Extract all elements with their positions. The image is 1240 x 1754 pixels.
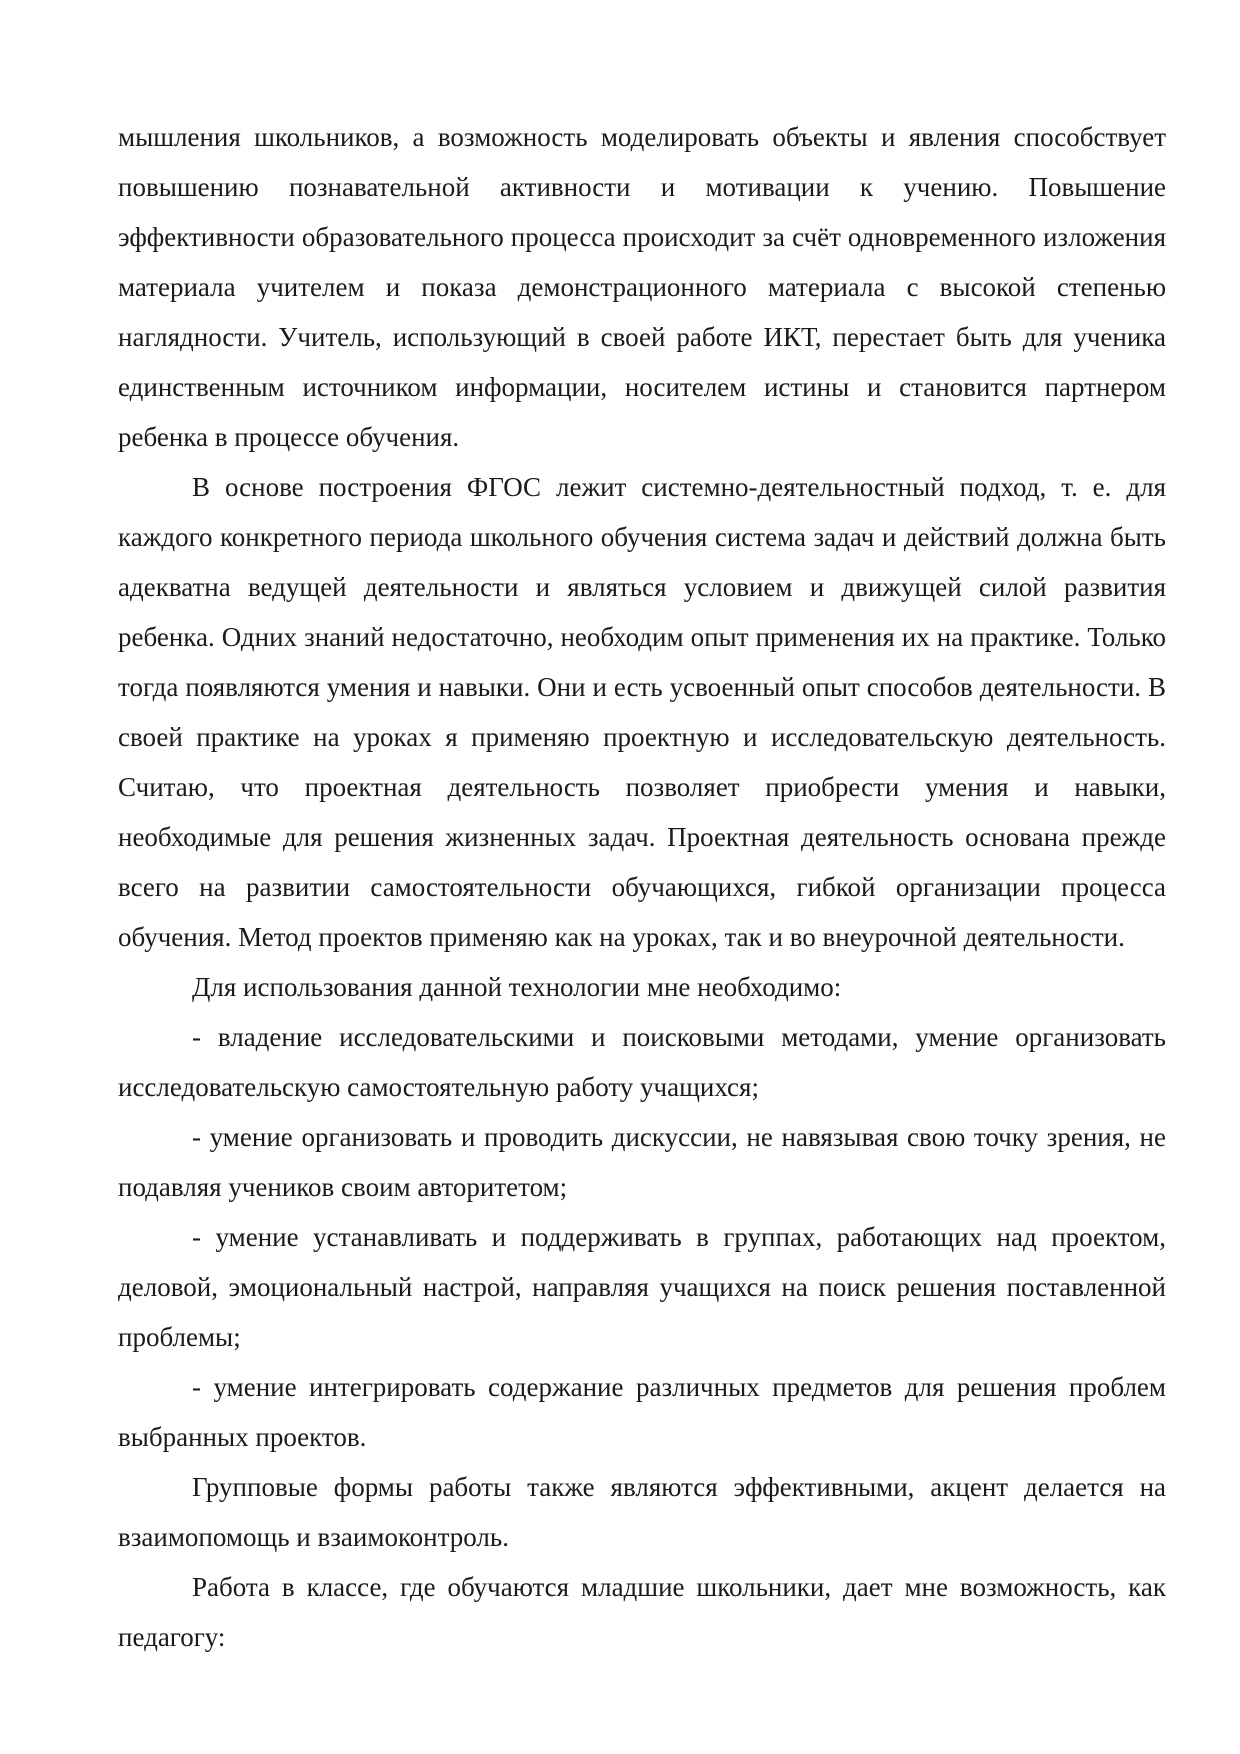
document-page bbox=[118, 112, 1166, 1662]
list-item-research-methods: - владение исследовательскими и поисковыми методами, умение организовать исследовательскую самостоятельную работу учащихся; bbox=[118, 1022, 1166, 1102]
paragraph-fgos-approach: В основе построения ФГОС лежит системно-деятельностный подход, т. е. для каждого конкретного периода школьного обучения система задач и действий должна быть адекватна ведущей деятельности и являться условием и движущей силой развития ребенка. Одних знаний недостаточно, необходим опыт применения их на практике. Только тогда появляются умения и навыки. Они и есть усвоенный опыт способов деятельности. В своей практике на уроках я применяю проектную и исследовательскую деятельность. Считаю, что проектная деятельность позволяет приобрести умения и навыки, необходимые для решения жизненных задач. Проектная деятельность основана прежде всего на развитии самостоятельности обучающихся, гибкой организации процесса обучения. Метод проектов применяю как на уроках, так и во внеурочной деятельности. bbox=[118, 472, 1166, 952]
list-item-discussions: - умение организовать и проводить дискуссии, не навязывая свою точку зрения, не подавляя учеников своим авторитетом; bbox=[118, 1122, 1166, 1202]
paragraph-class-work: Работа в классе, где обучаются младшие школьники, дает мне возможность, как педагогу: bbox=[118, 1572, 1166, 1652]
list-item-integration: - умение интегрировать содержание различных предметов для решения проблем выбранных проектов. bbox=[118, 1372, 1166, 1452]
list-item-group-mood: - умение устанавливать и поддерживать в группах, работающих над проектом, деловой, эмоциональный настрой, направляя учащихся на поиск решения поставленной проблемы; bbox=[118, 1222, 1166, 1352]
paragraph-group-work: Групповые формы работы также являются эффективными, акцент делается на взаимопомощь и взаимоконтроль. bbox=[118, 1472, 1166, 1552]
paragraph-requirements-intro: Для использования данной технологии мне необходимо: bbox=[192, 972, 842, 1002]
paragraph-ict-continuation: мышления школьников, а возможность моделировать объекты и явления способствует повышению познавательной активности и мотивации к учению. Повышение эффективности образовательного процесса происходит за счёт одновременного изложения материала учителем и показа демонстрационного материала с высокой степенью наглядности. Учитель, использующий в своей работе ИКТ, перестает быть для ученика единственным источником информации, носителем истины и становится партнером ребенка в процессе обучения. bbox=[118, 122, 1166, 452]
